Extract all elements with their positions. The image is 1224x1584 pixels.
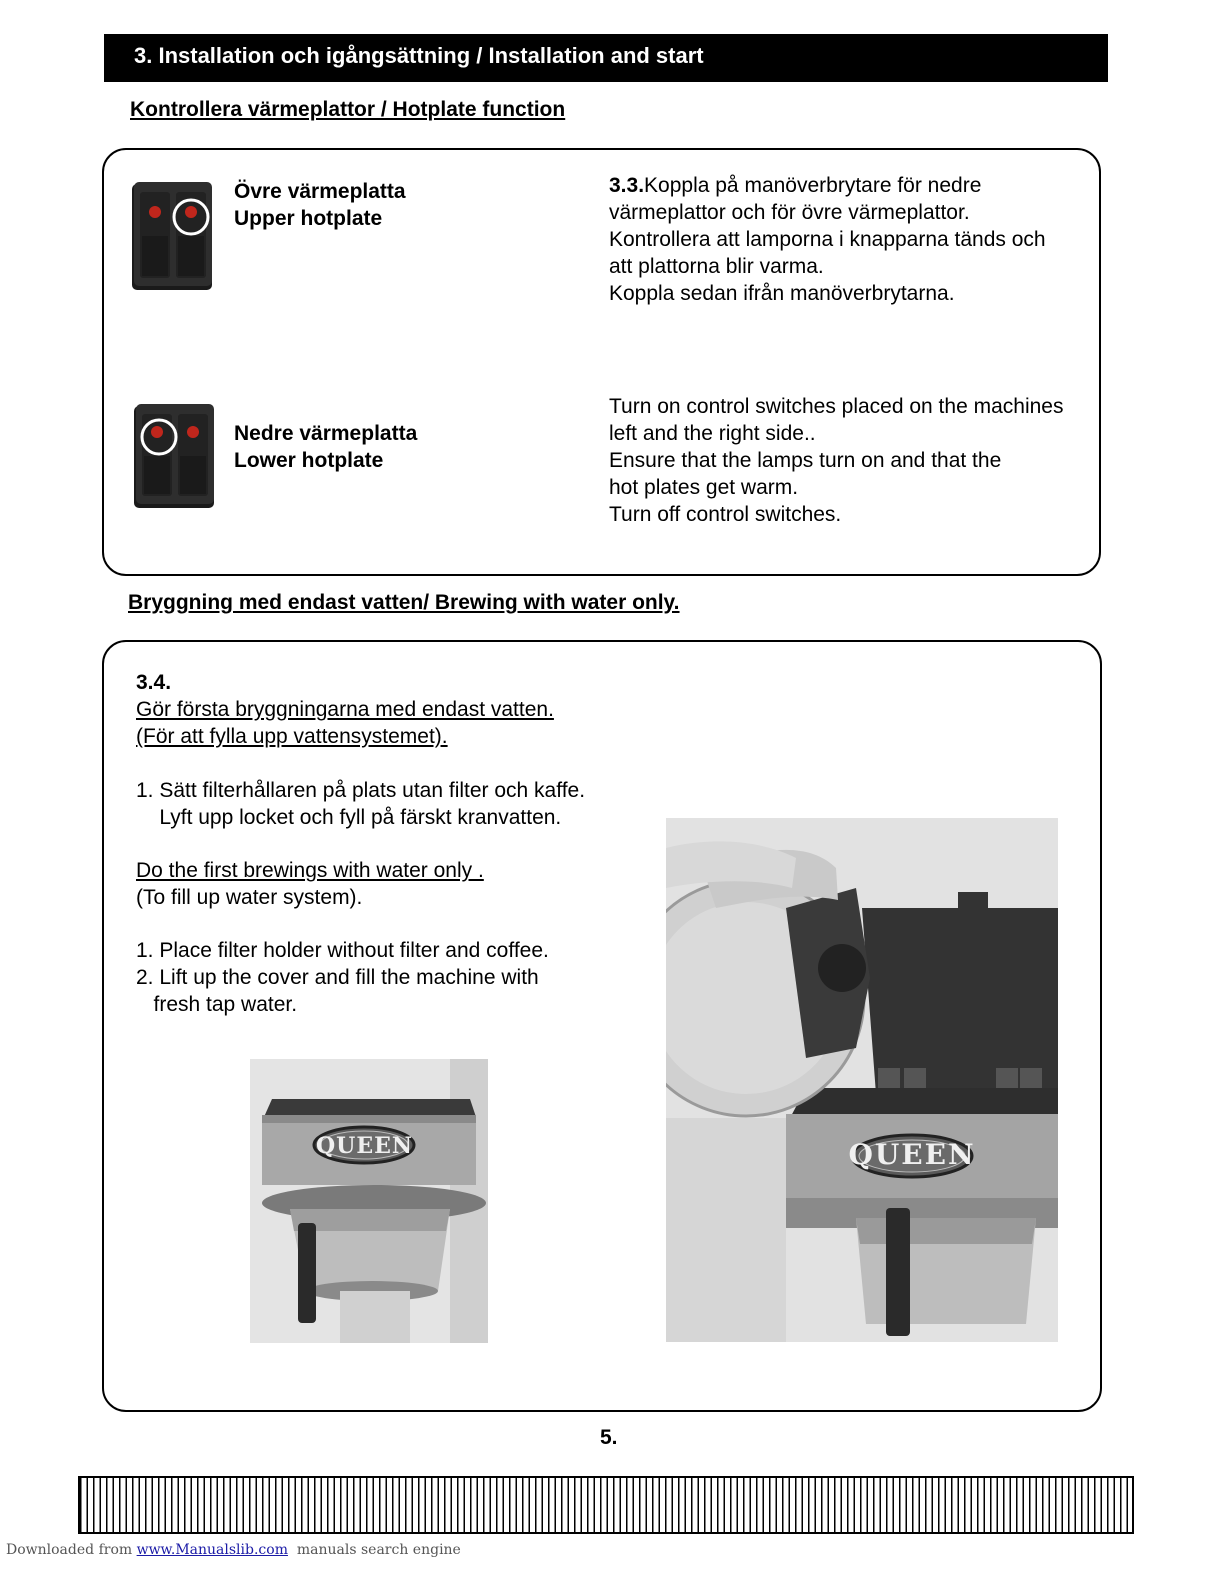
brewing-intro-sv-line: (För att fylla upp vattensystemet). xyxy=(136,725,448,748)
hotplate-instructions-sv xyxy=(609,172,1046,307)
brewing-section-title: Bryggning med endast vatten/ Brewing with water only. xyxy=(128,591,680,614)
hotplate-instructions-en xyxy=(609,393,1063,528)
footer-stripe-bar xyxy=(78,1476,1134,1534)
brewing-intro-sv-line: Gör första bryggningarna med endast vatten. xyxy=(136,698,554,721)
brewing-step-en: 1. Place filter holder without filter and coffee. xyxy=(136,939,549,962)
brewing-instructions xyxy=(136,669,585,1018)
section-header-bar xyxy=(104,34,1108,82)
hotplate-en-line: Turn on control switches placed on the machines xyxy=(609,395,1064,418)
upper-hotplate-label-sv: Övre värmeplatta xyxy=(234,180,406,203)
section-header-title: 3. Installation och igångsättning / Installation and start xyxy=(134,43,704,68)
brewing-intro-en-line: (To fill up water system). xyxy=(136,886,363,909)
brewing-step-sv: Lyft upp locket och fyll på färskt kranvatten. xyxy=(136,806,562,829)
hotplate-en-line: hot plates get warm. xyxy=(609,476,799,499)
lower-hotplate-label-sv: Nedre värmeplatta xyxy=(234,422,418,445)
hotplate-sv-line: Kontrollera att lamporna i knapparna tänds och xyxy=(609,228,1046,251)
download-suffix: manuals search engine xyxy=(287,1542,461,1558)
hotplate-box xyxy=(102,148,1101,576)
upper-switch-image xyxy=(130,180,216,292)
hotplate-section-title: Kontrollera värmeplattor / Hotplate function xyxy=(130,98,566,121)
hotplate-sv-line: att plattorna blir varma. xyxy=(609,255,824,278)
queen-logo-small: QUEEN xyxy=(316,1133,413,1159)
brewing-step-en: fresh tap water. xyxy=(136,993,298,1016)
step-3-4-number: 3.4. xyxy=(136,671,172,694)
step-3-3-number: 3.3. xyxy=(609,174,645,197)
hotplate-en-line: Turn off control switches. xyxy=(609,503,842,526)
brewing-step-en: 2. Lift up the cover and fill the machine with xyxy=(136,966,539,989)
upper-hotplate-label-en: Upper hotplate xyxy=(234,207,383,230)
manualslib-link[interactable]: www.Manualslib.com xyxy=(136,1542,288,1558)
hotplate-sv-line: Koppla sedan ifrån manöverbrytarna. xyxy=(609,282,955,305)
pouring-water-photo xyxy=(666,818,1058,1342)
brewing-intro-en-line: Do the first brewings with water only . xyxy=(136,859,484,882)
queen-logo-large: QUEEN xyxy=(848,1138,976,1171)
lower-hotplate-label-en: Lower hotplate xyxy=(234,449,384,472)
download-prefix: Downloaded from xyxy=(6,1542,137,1558)
page-number: 5. xyxy=(600,1426,618,1449)
hotplate-en-line: Ensure that the lamps turn on and that the xyxy=(609,449,1002,472)
filter-holder-photo xyxy=(250,1059,488,1343)
hotplate-en-line: left and the right side.. xyxy=(609,422,816,445)
brewing-step-sv: 1. Sätt filterhållaren på plats utan filter och kaffe. xyxy=(136,779,586,802)
hotplate-sv-line: Koppla på manöverbrytare för nedre xyxy=(644,174,982,197)
lower-switch-image xyxy=(132,402,218,510)
download-attribution xyxy=(6,1542,461,1558)
hotplate-sv-line: värmeplattor och för övre värmeplattor. xyxy=(609,201,970,224)
brewing-box xyxy=(102,640,1102,1412)
